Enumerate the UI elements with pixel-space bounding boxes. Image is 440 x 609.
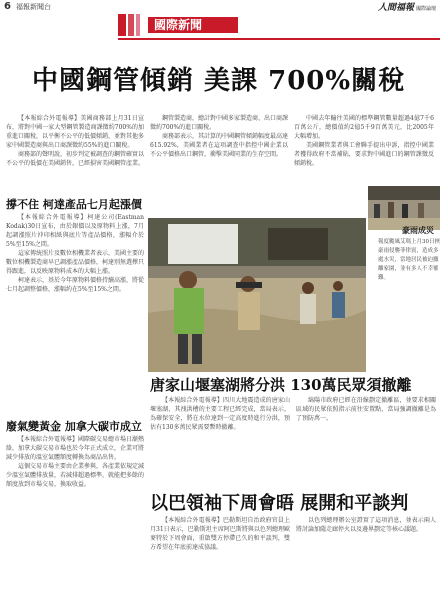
- article-column-2: [150, 114, 288, 214]
- article-paragraph: 鋼管製造商，總計對中國多家製造商、出口商課徵約700%的進口關稅。: [150, 115, 288, 131]
- article-paragraph: 【本報綜合外電報導】巴勒斯坦自治政府官員上月31日表示，巴勒斯坦主席阿巴斯將與以色列總理歐麥特於下周會面，重啟雙方停滯已久的和平談判，雙方希望在年底前達成協議。: [150, 517, 290, 551]
- banner-block: [118, 14, 126, 36]
- article-column-3: [294, 114, 434, 184]
- subheadline-carbon: 廢氣變黃金 加拿大碳市成立: [6, 420, 142, 433]
- flood-photo-small: [368, 186, 440, 230]
- flood-photo-small-illustration: [368, 186, 440, 230]
- cartoon-text: 報度颱風艾瑪上月30日挾豪雨侵襲菲律賓，造成多處水災，當地居民被迫撤離家園，並有多人不幸罹難。: [378, 239, 440, 281]
- banner-block: [128, 14, 134, 36]
- banner-rule: [118, 38, 440, 40]
- article-paragraph: 綿陽市政府已經在沿線劃定撤離區，並要求相關區域的民眾依照指示前往安置點，當局強調撤離是為了預防萬一。: [296, 397, 436, 422]
- section-name: 福報新聞台: [16, 3, 51, 11]
- banner-label: 國際新聞: [148, 17, 238, 33]
- subheadline-kodak: 撐不住 柯達產品七月起漲價: [6, 198, 142, 211]
- article-paragraph: 柯達表示，基於今年原物料價格持續高漲，將從七月起調整價格，漲幅約在5%至15%之間。: [6, 277, 144, 293]
- article-paragraph: 【本報綜合外電報導】四川大地震造成的唐家山堰塞湖，其洩洪槽的主要工程已經完成，當局表示，為確保安全，將在水位達到一定高度時進行分洪，預估有130多萬民眾需要暫時撤離。: [150, 397, 290, 431]
- masthead: [378, 0, 436, 13]
- article-paragraph: 這家傳統照片及數位相機業者表示，美國主要的數位相機製造商早已調漲產品價格，柯達別無選擇只得跟進，以反映原物料成本的大幅上漲。: [6, 250, 144, 275]
- story-headline-dam: 唐家山堰塞湖將分洪 130萬民眾須撤離: [150, 376, 412, 394]
- story-headline-mideast: 以巴領袖下周會晤 展開和平談判: [150, 493, 409, 514]
- article-column-mideast-left: [150, 516, 290, 606]
- page-number: 6: [4, 1, 11, 12]
- article-column-kodak: [6, 213, 144, 413]
- article-paragraph: 商務部的聲明說，初步判定被調查的鋼管確實以不公平的低價在美國銷售，已經損害美國鋼管產業。: [6, 151, 144, 167]
- main-headline: 中國鋼管傾銷 美課 700%關稅: [32, 66, 406, 96]
- flood-photo: [148, 218, 366, 372]
- page-header: [0, 0, 440, 14]
- masthead-title: 人間福報: [377, 3, 414, 13]
- banner-block: [136, 14, 140, 36]
- section-banner: [118, 14, 238, 36]
- masthead-sub: 國際論壇: [415, 6, 436, 12]
- article-paragraph: 美國鋼管業者與工會聯手提出申訴，指控中國業者獲得政府不當補貼，要求對中國進口的鋼管課徵反傾銷稅。: [294, 142, 434, 167]
- article-column-mideast-right: [296, 516, 436, 606]
- article-paragraph: 【本報綜合外電報導】柯達公司(Eastman Kodak)30日宣布，由於銀價以及原物料上漲，7月起調漲照片沖印相紙與底片等產品價格，漲幅介於5%至15%之間。: [6, 214, 144, 248]
- article-column-dam-right: [296, 396, 436, 482]
- article-paragraph: 這個交易市場主要由企業參與，各產業依規定減少溫室氣體排放量，若減排超過標準，就能把多餘的額度放到市場交易，換取收益。: [6, 463, 144, 488]
- article-column-carbon: [6, 435, 144, 605]
- article-column-dam-left: [150, 396, 290, 482]
- article-paragraph: 【本報綜合外電報導】美國商務部上月31日宣布，將對中國一家大型鋼管製造商課徵約700%的加重進口關稅，以平衡不公平的低價傾銷，並對其他多家中國製造商與出口商課徵約55%的進口關稅。: [6, 115, 144, 149]
- cartoon-title: 豪雨成災: [402, 225, 434, 235]
- article-paragraph: 以色列總理辦公室證實了這項消息，並表示兩人將討論加薩走廊停火以及邊界劃定等核心議題。: [296, 517, 436, 533]
- flood-photo-illustration: [148, 218, 366, 372]
- article-paragraph: 【本報綜合外電報導】國際碳交易總市場日漸熱絡，加拿大碳交易市場也於今年正式成立，企業可將減少排放的溫室氣體額度轉換為商品出售。: [6, 436, 144, 461]
- article-paragraph: 商務部表示，其計算的中國鋼管傾銷幅度最高達615.92%，美國業者在這項調查中指控中國企業以不公平價格出口鋼管，衝擊美國同業的生存空間。: [150, 133, 288, 158]
- article-paragraph: 中國去年輸往美國的標準鋼管數量超過4億7千6百萬公斤，總價值約2億5千9百萬美元，比2005年大幅增加。: [294, 115, 434, 140]
